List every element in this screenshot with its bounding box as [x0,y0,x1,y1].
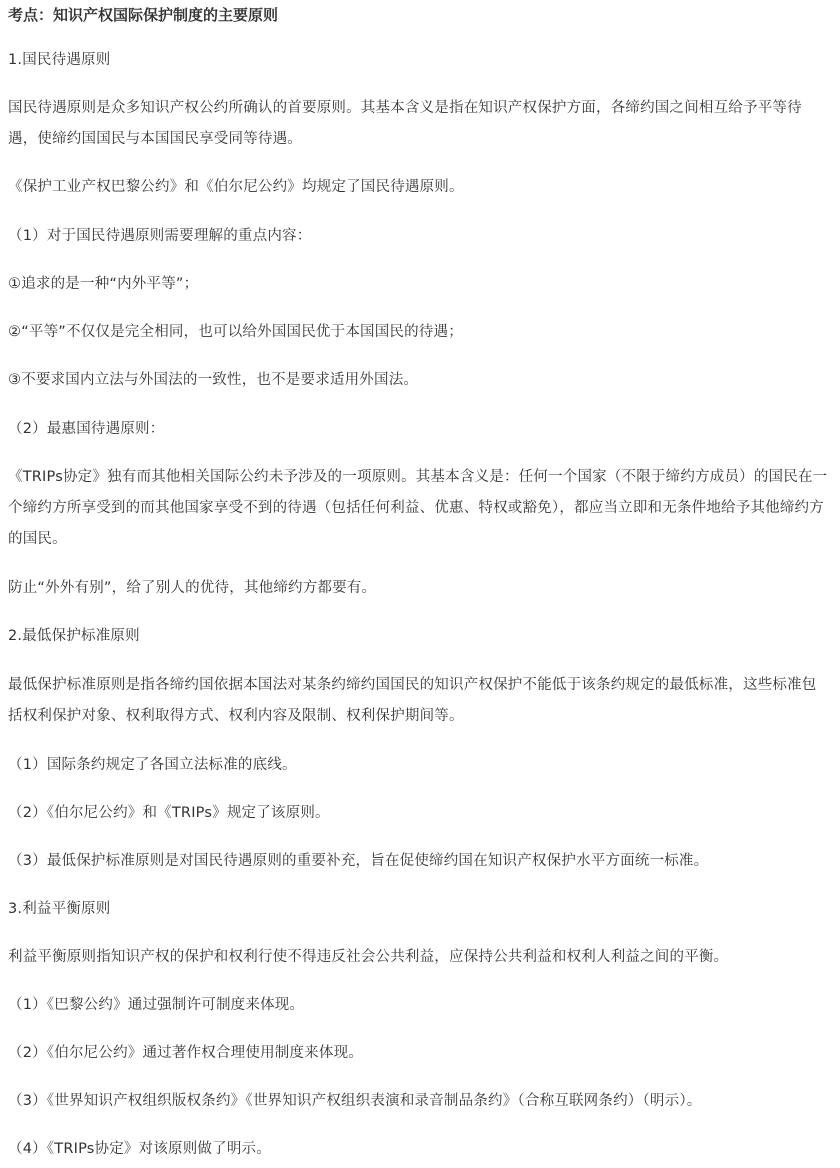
list-item-point-3: ③不要求国内立法与外国法的一致性，也不是要求适用外国法。 [8,372,419,388]
list-item-balance-4: （4）《TRIPs协定》对该原则做了明示。 [8,1141,271,1157]
page-title: 考点：知识产权国际保护制度的主要原则 [8,6,279,24]
section-heading-balance-of-interests: 3.利益平衡原则 [8,901,111,917]
section-heading-minimum-standard: 2.最低保护标准原则 [8,628,140,644]
list-item-key-points-heading: （1）对于国民待遇原则需要理解的重点内容： [8,228,312,244]
section-heading-national-treatment: 1.国民待遇原则 [8,52,111,68]
list-item-minimum-standard-1: （1）国际条约规定了各国立法标准的底线。 [8,757,297,773]
list-item-minimum-standard-2: （2）《伯尔尼公约》和《TRIPs》规定了该原则。 [8,805,330,821]
list-item-point-2: ②“平等”不仅仅是完全相同，也可以给外国国民优于本国国民的待遇； [8,324,463,340]
paragraph-mfn-summary: 防止“外外有别”，给了别人的优待，其他缔约方都要有。 [8,580,377,596]
paragraph-conventions-national-treatment: 《保护工业产权巴黎公约》和《伯尔尼公约》均规定了国民待遇原则。 [8,179,464,195]
list-item-minimum-standard-3: （3）最低保护标准原则是对国民待遇原则的重要补充，旨在促使缔约国在知识产权保护水平方面统一标准。 [8,853,709,869]
list-item-point-1: ①追求的是一种“内外平等”； [8,276,199,292]
list-item-mfn-heading: （2）最惠国待遇原则： [8,421,165,437]
list-item-balance-1: （1）《巴黎公约》通过强制许可制度来体现。 [8,997,305,1013]
list-item-balance-2: （2）《伯尔尼公约》通过著作权合理使用制度来体现。 [8,1045,363,1061]
paragraph-mfn-definition: 《TRIPs协定》独有而其他相关国际公约未予涉及的一项原则。其基本含义是：任何一个国家（不限于缔约方成员）的国民在一个缔约方所享受到的而其他国家享受不到的待遇（包括任何利益、优惠、特权或豁免），都应当立即和无条件地给予其他缔约方的国民。 [8,469,828,547]
paragraph-national-treatment-definition: 国民待遇原则是众多知识产权公约所确认的首要原则。其基本含义是指在知识产权保护方面，各缔约国之间相互给予平等待遇，使缔约国国民与本国国民享受同等待遇。 [8,100,802,147]
list-item-balance-3: （3）《世界知识产权组织版权条约》《世界知识产权组织表演和录音制品条约》（合称互联网条约）（明示）。 [8,1093,702,1109]
paragraph-minimum-standard-definition: 最低保护标准原则是指各缔约国依据本国法对某条约缔约国国民的知识产权保护不能低于该条约规定的最低标准，这些标准包括权利保护对象、权利取得方式、权利内容及限制、权利保护期间等。 [8,677,817,724]
paragraph-balance-definition: 利益平衡原则指知识产权的保护和权利行使不得违反社会公共利益，应保持公共利益和权利人利益之间的平衡。 [8,949,729,965]
